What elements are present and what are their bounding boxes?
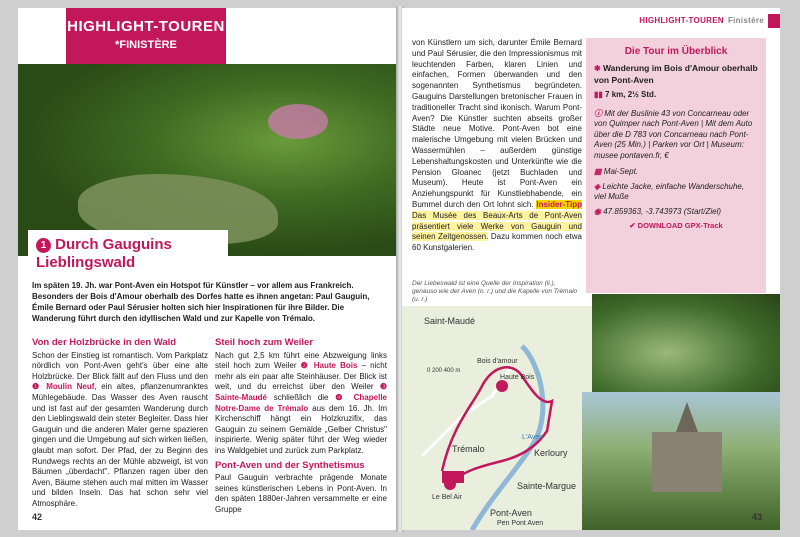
subheading-a: Von der Holzbrücke in den Wald	[32, 337, 177, 348]
overview-title: Die Tour im Überblick	[624, 46, 728, 57]
text-b1: Nach gut 2,5 km führt eine Abzweigung links steil hoch zum Weiler	[215, 350, 387, 371]
right-page	[402, 8, 780, 530]
column-b	[215, 338, 387, 516]
waypoint-haute-bois: ❷ Haute Bois	[300, 361, 358, 371]
section-title-band	[66, 8, 226, 64]
map-label-sainte-margue: Sainte-Margue	[517, 481, 577, 491]
difficulty-icon: ▮▮	[594, 90, 606, 99]
gpx-download-link[interactable]	[594, 221, 758, 232]
right-text-1: von Künstlern um sich, darunter Émile Bernard und Paul Sérusier, die den Impressionismus mit leuchtenden Farben, klaren Linien und einfachen, Formen überwanden und den sogenannten Synthetismus begründeten. Gauguins Darstellungen bretonischer Frauen in traditioneller Tracht sind ikonisch. Warum Pont-Aven? Die Künstler suchten abseits großer Städte neue Motive. Pont-Aven bot eine malerische Umgebung mit vielen Brücken und Wassermühlen – außerdem günstige Lebenshaltungskosten und Unterkünfte wie die Pension Gloanec (jetzt Buchladen und Museum). Heute ist Pont-Aven ein Anziehungspunkt für Kunstliebhabende, ein Bummel durch den Ort lohnt sich.	[412, 38, 582, 209]
right-text-3: Dazu kommen noch etwa 60 Kunstgalerien.	[412, 232, 582, 253]
route-title-line1: Durch Gauguins	[55, 236, 172, 253]
text-c: Paul Gauguin verbrachte prägende Monate seines künstlerischen Lebens in Pont-Aven. In den späten 1880er-Jahren versammelte er eine Gruppe	[215, 473, 387, 514]
text-a1: Schon der Einstieg ist romantisch. Vom Parkplatz nördlich von Pont-Aven geht's über eine alte Holzbrücke. Der Blick fällt auf den Fluss und den	[32, 350, 208, 381]
backpack-icon: ◈	[594, 181, 603, 191]
running-header-sub: Finistère	[727, 16, 764, 25]
map-label-saint-maude: Saint-Maudé	[424, 316, 476, 326]
left-page	[18, 8, 398, 530]
header-accent-bar	[768, 14, 780, 28]
tour-stats: 7 km, 2½ Std.	[605, 90, 657, 99]
route-number-badge: 1	[36, 238, 51, 253]
insider-tip-text: Das Musée des Beaux-Arts de Pont-Aven präsentiert viele Werke von Gauguin und seinen Zeitgenossen.	[412, 210, 582, 242]
gpx-download-label: DOWNLOAD GPX-Track	[637, 221, 723, 230]
subheading-c: Pont-Aven und der Synthetismus	[215, 459, 365, 471]
tour-info: Mit der Buslinie 43 von Concarneau oder von Quimper nach Pont-Aven | Mit dem Auto über die D 783 von Concarneau nach Pont-Aven (25 Min.) | Parken vor Ort | Museum: musee pontaven.fr, €	[594, 108, 753, 160]
column-right-text	[412, 38, 582, 254]
map-label-aven: L'Aven	[522, 434, 544, 441]
chapel-building	[652, 432, 722, 492]
running-header-title: HIGHLIGHT-TOUREN	[639, 16, 724, 25]
map-label-le-bel-air: Le Bel Air	[432, 494, 462, 501]
map-label-pont-aven: Pont-Aven	[490, 508, 532, 518]
photo-caption: Der Liebeswald ist eine Quelle der Inspiration (li.), genauso wie der Aven (o. r.) und die Kapelle von Trémalo (u. r.)	[412, 280, 578, 303]
route-title-line2: Lieblingswald	[36, 254, 136, 271]
text-a2: , ein altes, pflanzenumranktes Mühlegebäude. Das Wasser des Aven rauscht und ist fast auf der gesamten Wanderung durch den Lieblingswald dein steter Begleiter. Dass hier Gauguin und die anderen Maler gerne spazieren gingen und die Umgebung auf sich wirken ließen, glaubt man sofort. Der Pfad, der zu Beginn des Rundwegs rechts an der Mühle abzweigt, ist von Bäumen „überdacht". Pflanzen ragen über den Aven, Bäume stehen auch mal mitten im Wasser und bilden Inseln. Das hat schon sehr viel Atmosphäre.	[32, 382, 208, 508]
tour-coords: 47.859363, -3.743973 (Start/Ziel)	[603, 206, 722, 216]
map-graphic	[402, 306, 592, 530]
map-label-bois-damour: Bois d'amour	[477, 358, 518, 365]
waypoint-chapelle: ❹ Chapelle Notre-Dame de Trémalo	[215, 392, 387, 413]
route-map	[402, 306, 592, 530]
page-number-left: 42	[32, 512, 43, 522]
rhododendron-bloom	[268, 104, 328, 139]
tour-overview-box	[586, 38, 766, 293]
section-title: HIGHLIGHT-TOUREN	[67, 18, 225, 35]
lead-paragraph: Im späten 19. Jh. war Pont-Aven ein Hotspot für Künstler – vor allem aus Frankreich. Besonders der Bois d'Amour oberhalb des Dorfes hatte es ihnen angetan: Paul Gauguin, Émile Bernard oder Paul Sérusier holten sich hier Inspirationen für ihre Bilder. Die Wanderung führt durch den idyllischen Wald und zur Kapelle von Trémalo.	[32, 281, 370, 323]
tour-gear: Leichte Jacke, einfache Wanderschuhe, viel Muße	[594, 181, 745, 201]
map-scale: 0 200 400 m	[427, 368, 461, 374]
waypoint-sainte-maude: ❸ Sainte-Maudé	[215, 382, 387, 402]
map-label-haute-bois: Haute Bois	[500, 374, 535, 381]
forest-river-photo	[18, 64, 398, 256]
waypoint-moulin-neuf: ❶ Moulin Neuf	[32, 382, 95, 392]
text-b4: aus dem 16. Jh. Im Kirchenschiff hängt ein Holzkruzifix, das Gauguin zu seinem Gemälde „Gelber Christus" inspirierte. Wenig später führt der Weg wieder ins Waldgebiet und zurück zum Parkplatz.	[215, 403, 387, 455]
tour-name: Wanderung im Bois d'Amour oberhalb von Pont-Aven	[594, 63, 758, 85]
section-subtitle: *FINISTÈRE	[115, 39, 177, 51]
subheading-b: Steil hoch zum Weiler	[215, 337, 314, 348]
info-icon: ⓘ	[594, 108, 605, 118]
pin-icon: ◉	[594, 206, 604, 216]
page-number-right: 43	[751, 512, 762, 522]
tremalo-chapel-photo	[582, 392, 780, 530]
map-label-pen-pont-aven: Pen Pont Aven	[497, 520, 544, 527]
insider-tip-label: Insider-Tipp	[536, 199, 582, 209]
tour-season: Mai-Sept.	[603, 167, 639, 176]
text-b3: schließlich die	[267, 392, 329, 402]
map-label-tremalo: Trémalo	[452, 444, 485, 454]
map-label-kerloury: Kerloury	[534, 448, 568, 458]
hiker-icon: ✱	[594, 64, 603, 73]
route-title	[28, 230, 228, 276]
running-header	[639, 16, 764, 25]
column-a	[32, 338, 208, 510]
aven-river-photo	[592, 294, 780, 392]
text-b2: – nicht mehr als ein paar alte Steinhäuser. Der Blick ist weit, und du erreichst über den Weiler	[215, 361, 387, 392]
download-check-icon: ✔	[629, 221, 638, 230]
calendar-icon: ▦	[594, 167, 604, 176]
